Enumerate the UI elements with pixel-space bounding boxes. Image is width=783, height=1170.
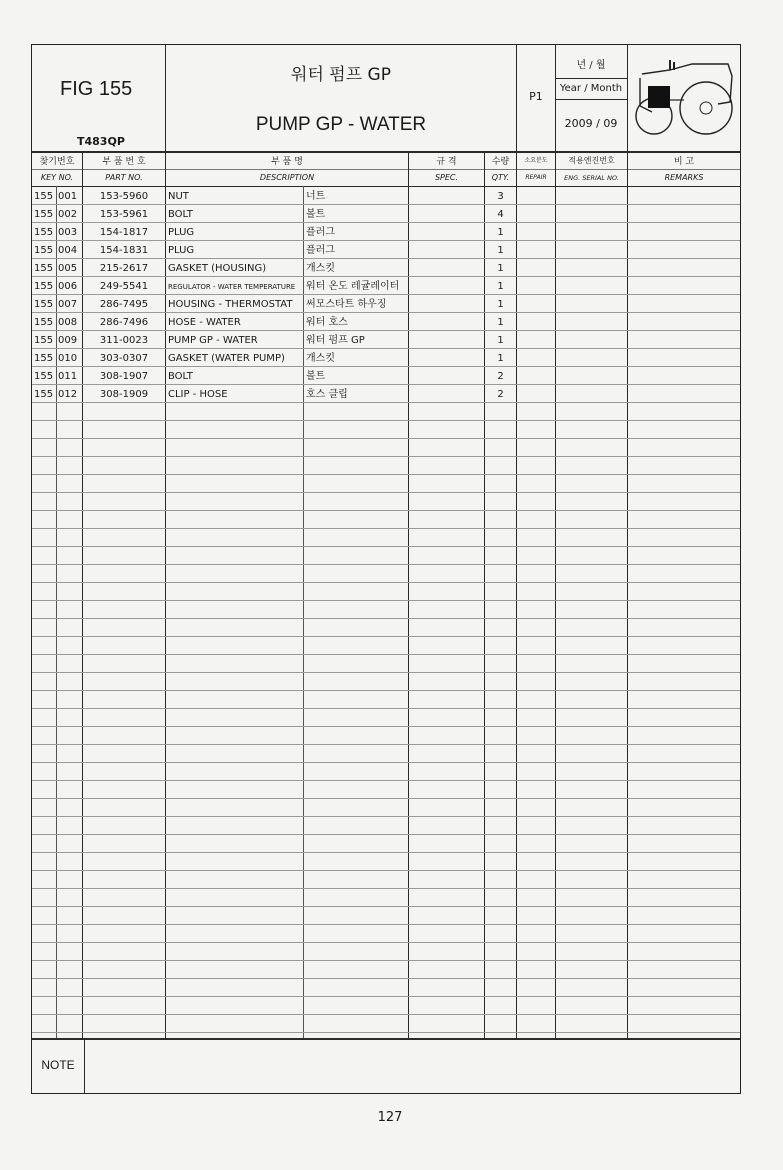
row-line bbox=[32, 546, 740, 547]
cell-qty: 1 bbox=[497, 317, 504, 328]
page-code: P1 bbox=[529, 90, 543, 103]
page-number: 127 bbox=[377, 1110, 403, 1125]
col-serial-ko: 적용엔진번호 bbox=[568, 156, 615, 165]
row-line bbox=[32, 1032, 740, 1033]
header-bottom-line bbox=[32, 151, 740, 153]
row-line bbox=[32, 654, 740, 655]
cell-desc-ko: 플러그 bbox=[306, 245, 335, 256]
row-line bbox=[32, 474, 740, 475]
cell-part: 153-5960 bbox=[99, 191, 149, 202]
cell-key: 002 bbox=[58, 209, 78, 220]
date-value: 2009 / 09 bbox=[564, 117, 618, 130]
cell-part: 303-0307 bbox=[99, 353, 149, 364]
cell-part: 249-5541 bbox=[99, 281, 149, 292]
col-repair-en: REPAIR bbox=[525, 174, 547, 181]
cell-qty: 1 bbox=[497, 245, 504, 256]
cell-desc-ko: 워터 호스 bbox=[306, 317, 348, 328]
cell-desc-en: PLUG bbox=[168, 227, 195, 238]
cell-fig: 155 bbox=[34, 335, 54, 346]
column-line bbox=[56, 186, 57, 1038]
cell-desc-ko: 너트 bbox=[306, 191, 326, 202]
col-repair-ko: 소요분도 bbox=[524, 157, 548, 164]
cell-part: 153-5961 bbox=[99, 209, 149, 220]
cell-desc-ko: 개스킷 bbox=[306, 263, 335, 274]
cell-desc-en: GASKET (HOUSING) bbox=[168, 263, 267, 274]
cell-desc-ko: 워터 온도 레귤레이터 bbox=[306, 281, 400, 292]
cell-part: 308-1909 bbox=[99, 389, 149, 400]
cell-qty: 2 bbox=[497, 389, 504, 400]
cell-fig: 155 bbox=[34, 299, 54, 310]
cell-key: 001 bbox=[58, 191, 78, 202]
cell-desc-ko: 볼트 bbox=[306, 371, 326, 382]
cell-desc-ko: 볼트 bbox=[306, 209, 326, 220]
date-label-english: Year / Month bbox=[559, 83, 623, 94]
col-key-en: KEY NO. bbox=[40, 173, 74, 182]
row-line bbox=[32, 960, 740, 961]
cell-qty: 1 bbox=[497, 299, 504, 310]
row-line bbox=[32, 834, 740, 835]
cell-desc-en: CLIP - HOSE bbox=[168, 389, 228, 400]
row-line bbox=[32, 996, 740, 997]
col-qty-ko: 수량 bbox=[491, 157, 510, 167]
cell-key: 008 bbox=[58, 317, 78, 328]
cell-desc-ko: 써모스타트 하우징 bbox=[306, 299, 387, 310]
row-line bbox=[32, 438, 740, 439]
row-line bbox=[32, 1014, 740, 1015]
cell-desc-en: PLUG bbox=[168, 245, 195, 256]
cell-desc-en: GASKET (WATER PUMP) bbox=[168, 353, 285, 364]
cell-desc-ko: 워터 펌프 GP bbox=[306, 335, 365, 346]
cell-desc-en: BOLT bbox=[168, 209, 193, 220]
note-top-line bbox=[32, 1038, 740, 1040]
cell-key: 009 bbox=[58, 335, 78, 346]
cell-key: 011 bbox=[58, 371, 78, 382]
row-line bbox=[32, 672, 740, 673]
col-serial-en: ENG. SERIAL NO. bbox=[564, 174, 619, 182]
cell-fig: 155 bbox=[34, 371, 54, 382]
row-line bbox=[32, 726, 740, 727]
cell-qty: 2 bbox=[497, 371, 504, 382]
row-line bbox=[32, 582, 740, 583]
cell-desc-en: PUMP GP - WATER bbox=[168, 335, 258, 346]
date-label-korean: 년 / 월 bbox=[576, 60, 606, 71]
row-line bbox=[32, 618, 740, 619]
row-line bbox=[32, 636, 740, 637]
cell-desc-en: BOLT bbox=[168, 371, 193, 382]
cell-qty: 3 bbox=[497, 191, 504, 202]
cell-key: 005 bbox=[58, 263, 78, 274]
row-line bbox=[32, 600, 740, 601]
row-line bbox=[32, 924, 740, 925]
tractor-icon bbox=[630, 56, 736, 140]
row-line bbox=[32, 852, 740, 853]
cell-key: 003 bbox=[58, 227, 78, 238]
cell-desc-en: REGULATOR - WATER TEMPERATURE bbox=[168, 283, 296, 291]
cell-qty: 4 bbox=[497, 209, 504, 220]
row-line bbox=[32, 798, 740, 799]
cell-qty: 1 bbox=[497, 335, 504, 346]
cell-key: 010 bbox=[58, 353, 78, 364]
cell-fig: 155 bbox=[34, 191, 54, 202]
cell-fig: 155 bbox=[34, 317, 54, 328]
cell-desc-ko: 개스킷 bbox=[306, 353, 335, 364]
cell-key: 007 bbox=[58, 299, 78, 310]
cell-fig: 155 bbox=[34, 209, 54, 220]
header-divider bbox=[627, 44, 628, 152]
cell-key: 006 bbox=[58, 281, 78, 292]
cell-qty: 1 bbox=[497, 281, 504, 292]
col-spec-en: SPEC. bbox=[434, 173, 459, 182]
cell-desc-ko: 호스 클립 bbox=[306, 389, 348, 400]
cell-part: 215-2617 bbox=[99, 263, 149, 274]
cell-part: 311-0023 bbox=[99, 335, 149, 346]
cell-desc-en: NUT bbox=[168, 191, 189, 202]
row-line bbox=[32, 492, 740, 493]
cell-part: 286-7496 bbox=[99, 317, 149, 328]
cell-fig: 155 bbox=[34, 263, 54, 274]
col-spec-ko: 규 격 bbox=[436, 157, 457, 167]
cell-fig: 155 bbox=[34, 389, 54, 400]
col-remarks-en: REMARKS bbox=[664, 173, 704, 182]
col-part-en: PART NO. bbox=[105, 173, 143, 182]
cell-desc-ko: 플러그 bbox=[306, 227, 335, 238]
cell-part: 154-1831 bbox=[99, 245, 149, 256]
cell-qty: 1 bbox=[497, 227, 504, 238]
cell-part: 308-1907 bbox=[99, 371, 149, 382]
row-line bbox=[32, 906, 740, 907]
title-korean: 워터 펌프 GP bbox=[291, 65, 391, 85]
row-line bbox=[32, 870, 740, 871]
col-part-ko: 부 품 번 호 bbox=[102, 157, 146, 167]
row-line bbox=[32, 420, 740, 421]
row-line bbox=[32, 978, 740, 979]
col-desc-en: DESCRIPTION bbox=[259, 173, 315, 182]
figure-number: FIG 155 bbox=[60, 78, 133, 100]
col-desc-ko: 부 품 명 bbox=[271, 157, 303, 167]
note-label: NOTE bbox=[41, 1058, 75, 1072]
cell-desc-en: HOSE - WATER bbox=[168, 317, 241, 328]
header-divider bbox=[555, 99, 627, 100]
col-remarks-ko: 비 고 bbox=[673, 157, 695, 167]
cell-qty: 1 bbox=[497, 263, 504, 274]
model-code: T483QP bbox=[77, 135, 125, 148]
header-divider bbox=[555, 78, 627, 79]
column-header-bottom-line bbox=[32, 186, 740, 187]
cell-key: 012 bbox=[58, 389, 78, 400]
cell-fig: 155 bbox=[34, 227, 54, 238]
row-line bbox=[32, 762, 740, 763]
row-line bbox=[32, 510, 740, 511]
row-line bbox=[32, 780, 740, 781]
cell-key: 004 bbox=[58, 245, 78, 256]
row-line bbox=[32, 528, 740, 529]
cell-part: 286-7495 bbox=[99, 299, 149, 310]
col-key-ko: 찾기번호 bbox=[39, 157, 75, 167]
row-line bbox=[32, 744, 740, 745]
column-header-mid-line bbox=[32, 169, 740, 170]
cell-qty: 1 bbox=[497, 353, 504, 364]
cell-part: 154-1817 bbox=[99, 227, 149, 238]
col-qty-en: QTY. bbox=[491, 173, 510, 182]
cell-fig: 155 bbox=[34, 245, 54, 256]
row-line bbox=[32, 564, 740, 565]
cell-fig: 155 bbox=[34, 281, 54, 292]
row-line bbox=[32, 708, 740, 709]
row-line bbox=[32, 690, 740, 691]
row-line bbox=[32, 456, 740, 457]
column-line bbox=[303, 186, 304, 1038]
row-line bbox=[32, 942, 740, 943]
title-english: PUMP GP - WATER bbox=[255, 114, 427, 135]
cell-fig: 155 bbox=[34, 353, 54, 364]
row-line bbox=[32, 888, 740, 889]
note-divider bbox=[84, 1038, 85, 1093]
row-line bbox=[32, 816, 740, 817]
cell-desc-en: HOUSING - THERMOSTAT bbox=[168, 299, 293, 310]
